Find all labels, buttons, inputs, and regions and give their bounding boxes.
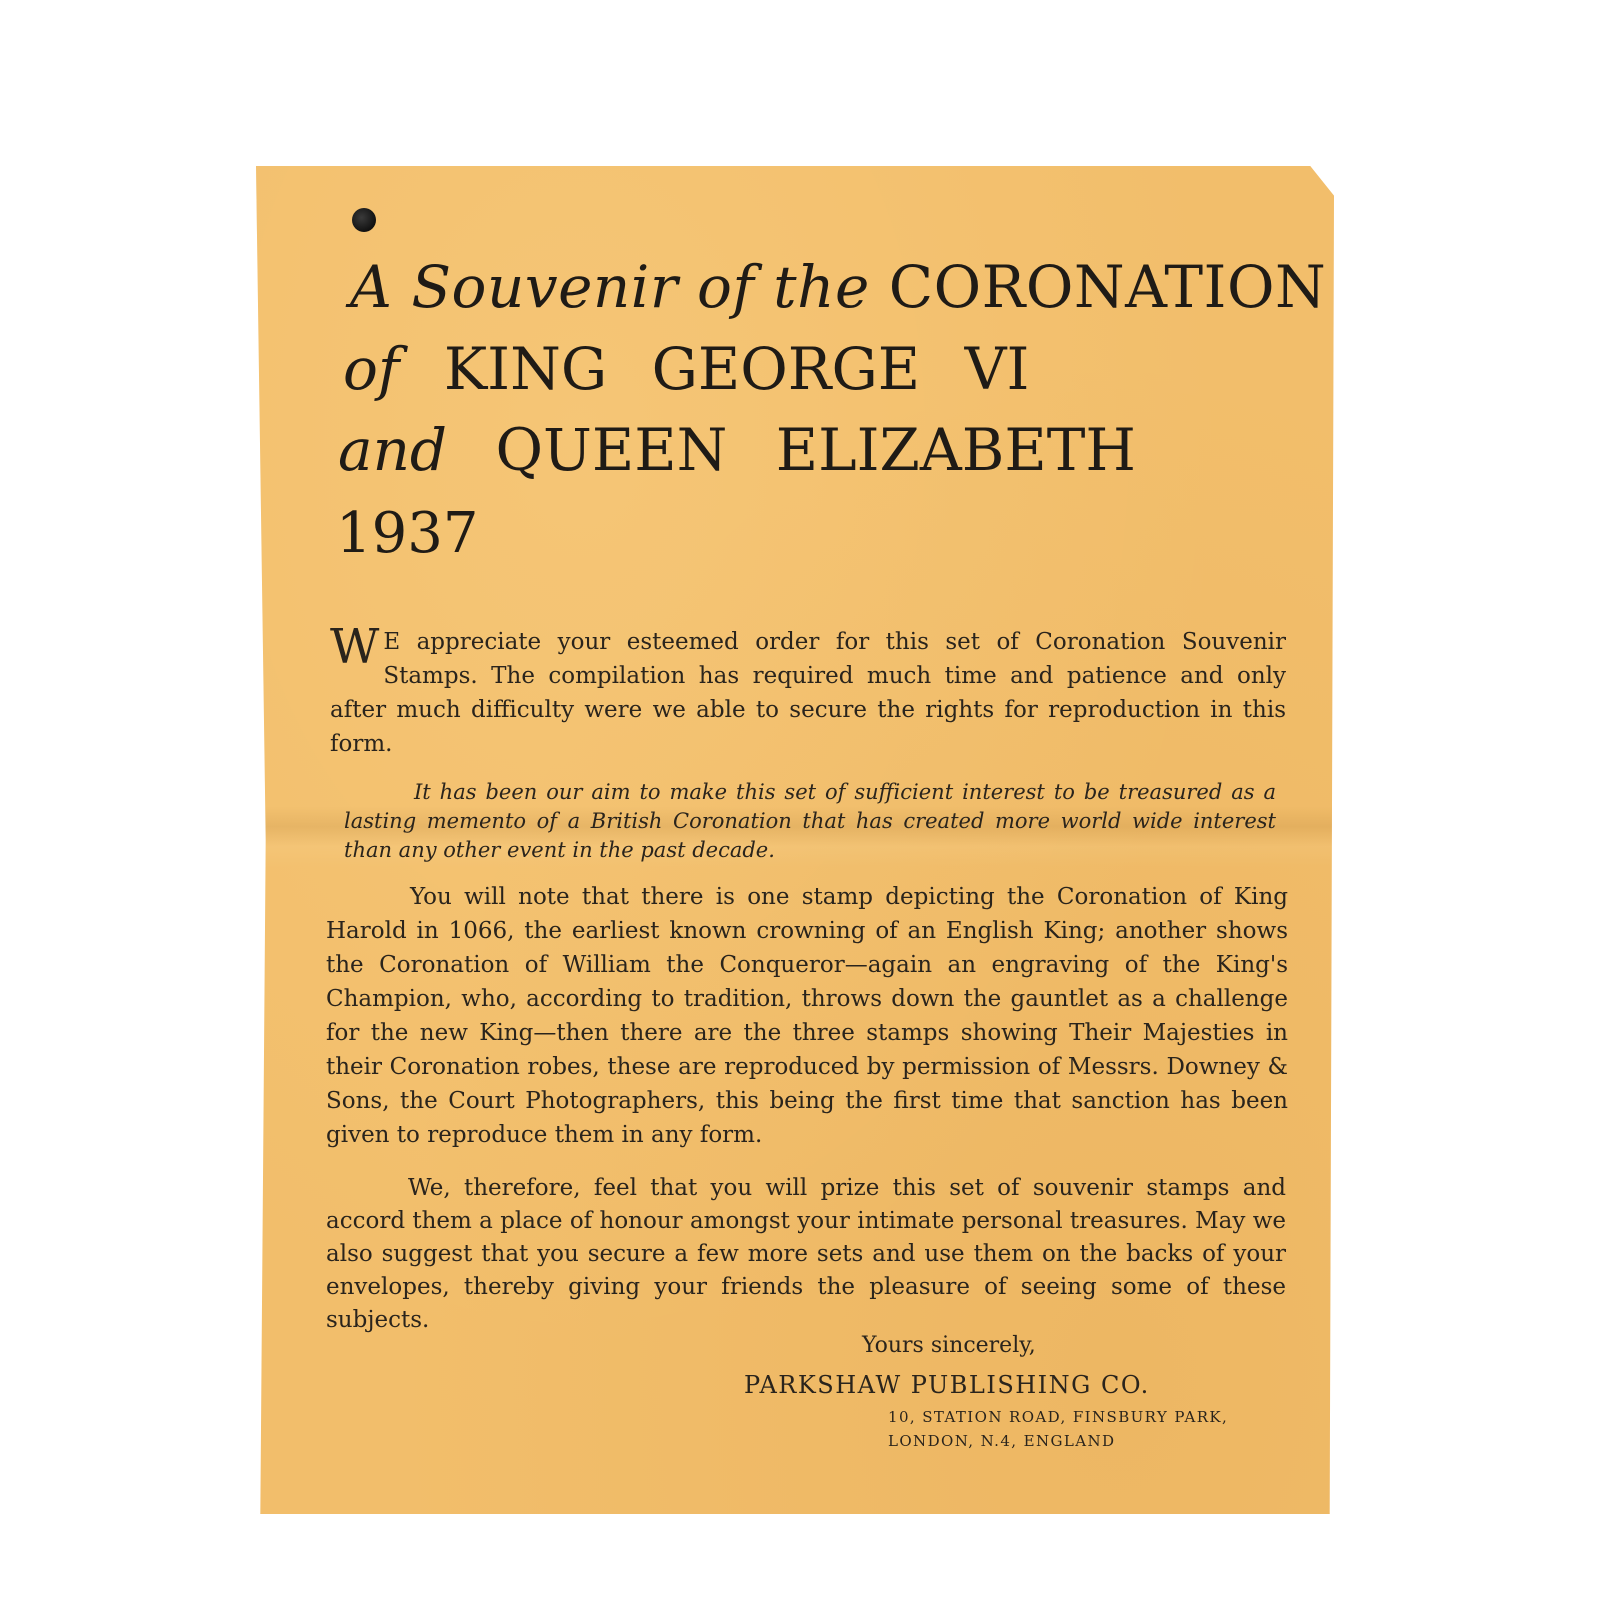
- title-line-3: [338, 416, 1136, 484]
- drop-cap: W: [330, 619, 380, 675]
- letter-paragraph-3: You will note that there is one stamp depicting the Coronation of King Harold in 1066, the earliest known crowning of an English King; another shows the Coronation of William the Conqueror—again an engraving of the King's Champion, who, according to tradition, throws down the gauntlet as a challenge for the new King—then there are the three stamps showing Their Majesties in their Coronation robes, these are reproduced by permission of Messrs. Downey & Sons, the Court Photographers, this being the first time that sanction has been given to reproduce them in any form.: [326, 884, 1288, 1148]
- letter-paragraph-4: We, therefore, feel that you will prize this set of souvenir stamps and accord them a place of honour amongst your intimate personal treasures. May we also suggest that you secure a few more sets and use them on the backs of your envelopes, thereby giving your friends the pleasure of seeing some of these subjects.: [326, 1175, 1286, 1333]
- title-line-1-italic: A Souvenir of the: [350, 253, 870, 321]
- letter-paragraph-1-text: E appreciate your esteemed order for this set of Coronation Souvenir Stamps. The compilation has required much time and patience and only after much difficulty were we able to secure the rights for reproduction in this form.: [330, 629, 1286, 757]
- title-line-2-caps: KING GEORGE VI: [443, 335, 1030, 403]
- company-name: PARKSHAW PUBLISHING CO.: [744, 1371, 1150, 1399]
- title-line-2-italic: of: [343, 335, 400, 403]
- title-line-3-caps: QUEEN ELIZABETH: [495, 416, 1136, 484]
- title-line-2: [343, 335, 1030, 403]
- title-line-3-italic: and: [338, 416, 448, 484]
- letter-paragraph-1: [330, 619, 1286, 761]
- address-line-2: LONDON, N.4, ENGLAND: [888, 1432, 1116, 1450]
- letter-paragraph-2: It has been our aim to make this set of sufficient interest to be treasured as a lasting memento of a British Coronation that has created more world wide interest than any other event in the past decade.: [344, 780, 1276, 862]
- address-line-1: 10, STATION ROAD, FINSBURY PARK,: [888, 1408, 1229, 1426]
- punch-hole: [352, 208, 376, 232]
- title-line-1-caps: CORONATION: [888, 253, 1327, 321]
- title-line-1: [350, 253, 1327, 321]
- valediction: Yours sincerely,: [862, 1333, 1036, 1358]
- title-year: 1937: [336, 501, 479, 566]
